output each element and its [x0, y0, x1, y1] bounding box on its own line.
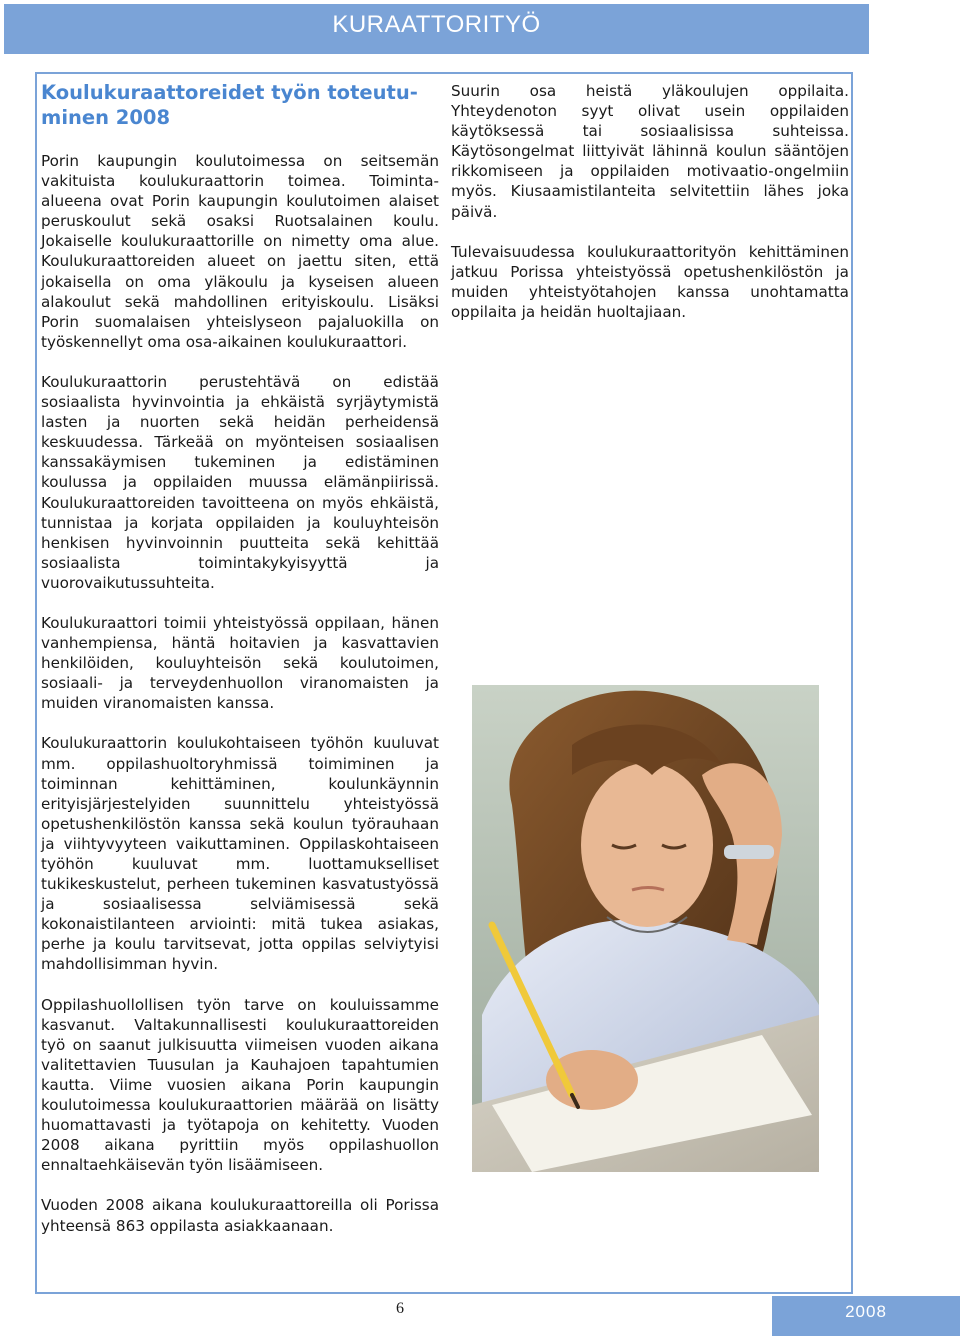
article-title: Koulukuraattoreidet työn toteutu-minen 2008 [41, 81, 418, 129]
paragraph-school-work: Koulukuraattorin koulukohtaiseen työhön kuuluvat mm. oppilashuoltoryhmissä toimiminen ja toiminnan kehittäminen, koulunkäynnin erityisjärjestelyiden suunnittelu yhteistyössä opetushenkilöstön kanssa sekä koulun työrauhaan ja viihtyvyyteen vaikuttaminen. Oppilaskohtaiseen työhön kuuluvat mm. luottamukselliset tukikeskustelut, perheen tukeminen kasvatustyössä ja sosiaalisessa selviämisessä sekä kokonaistilanteen arviointi: mitä tukea asiakas, perhe ja koulu tarvitsevat, jotta oppilas selviytyisi mahdollisimman hyvin. [41, 734, 439, 974]
right-column [451, 81, 849, 342]
paragraph-future: Tulevaisuudessa koulukuraattorityön kehittäminen jatkuu Porissa yhteistyössä opetushenkilöstön ja muiden yhteistyötahojen kanssa unohtamatta oppilaita ja heidän huoltajiaan. [451, 242, 849, 321]
footer-year-bar [772, 1296, 960, 1336]
student-photo [472, 685, 819, 1172]
header-title: KURAATTORITYÖ [332, 11, 541, 38]
paragraph-reasons: Suurin osa heistä yläkoulujen oppilaita. Yhteydenoton syyt olivat usein oppilaiden käytöksessä tai sosiaalisissa suhteissa. Käytösongelmat liittyivät lähinnä koulun sääntöjen rikkomiseen ja oppilaiden motivaatio-ongelmiin myös. Kiusaamistilanteita selvitettiin lähes joka päivä. [451, 82, 849, 221]
page-header [4, 4, 869, 54]
paragraph-basic-task: Koulukuraattorin perustehtävä on edistää sosiaalista hyvinvointia ja ehkäistä syrjäytymistä lasten ja nuorten sekä heidän perheidensä keskuudessa. Tärkeää on myönteisen sosiaalisen kanssakäymisen tukeminen ja edistäminen koulussa ja oppilaiden muussa elämänpiirissä. Koulukuraattoreiden tavoitteena on myös ehkäistä, tunnistaa ja korjata oppilaiden ja kouluyhteisön henkisen hyvinvoinnin puutteita sekä kehittää sosiaalista toimintakykyisyyttä ja vuorovaikutussuhteita. [41, 372, 439, 592]
paragraph-intro: Porin kaupungin koulutoimessa on seitsemän vakituista koulukuraattorin toimea. Toiminta-alueena ovat Porin kaupungin koulutoimen alaiset peruskoulut sekä osaksi Ruotsalainen koulu. Jokaiselle koulukuraattorille on nimetty oma alue. Koulukuraattoreiden alueet on jaettu siten, että jokaisella on oma yläkoulu ja kyseisen alueen alakoulut sekä mahdollinen erityiskoulu. Lisäksi Porin suomalaisen yhteislyseon pajaluokilla on työskennellyt oma osa-aikainen koulukuraattori. [41, 152, 439, 351]
left-column [41, 81, 439, 1256]
page-number: 6 [396, 1300, 404, 1317]
paragraph-clients: Vuoden 2008 aikana koulukuraattoreilla oli Porissa yhteensä 863 oppilasta asiakkaanaan. [41, 1196, 439, 1235]
paragraph-need: Oppilashuollollisen työn tarve on kouluissamme kasvanut. Valtakunnallisesti koulukuraattoreiden työ on saanut julkisuutta viimeisen vuoden aikana valitettavien Tuusulan ja Kauhajoen tapahtumien kautta. Viime vuosien aikana Porin kaupungin koulutoimessa koulukuraattorien määrää on lisätty huomattavasti ja työtapoja on kehitetty. Vuoden 2008 aikana pyrittiin myös oppilashuollon ennaltaehkäisevän työn lisäämiseen. [41, 995, 439, 1175]
paragraph-cooperation: Koulukuraattori toimii yhteistyössä oppilaan, hänen vanhempiensa, häntä hoitavien ja kasvattavien henkilöiden, kouluyhteisön sekä koulutoimen, sosiaali- ja terveydenhuollon viranomaisten ja muiden viranomaisten kanssa. [41, 613, 439, 713]
footer-year: 2008 [845, 1302, 887, 1321]
